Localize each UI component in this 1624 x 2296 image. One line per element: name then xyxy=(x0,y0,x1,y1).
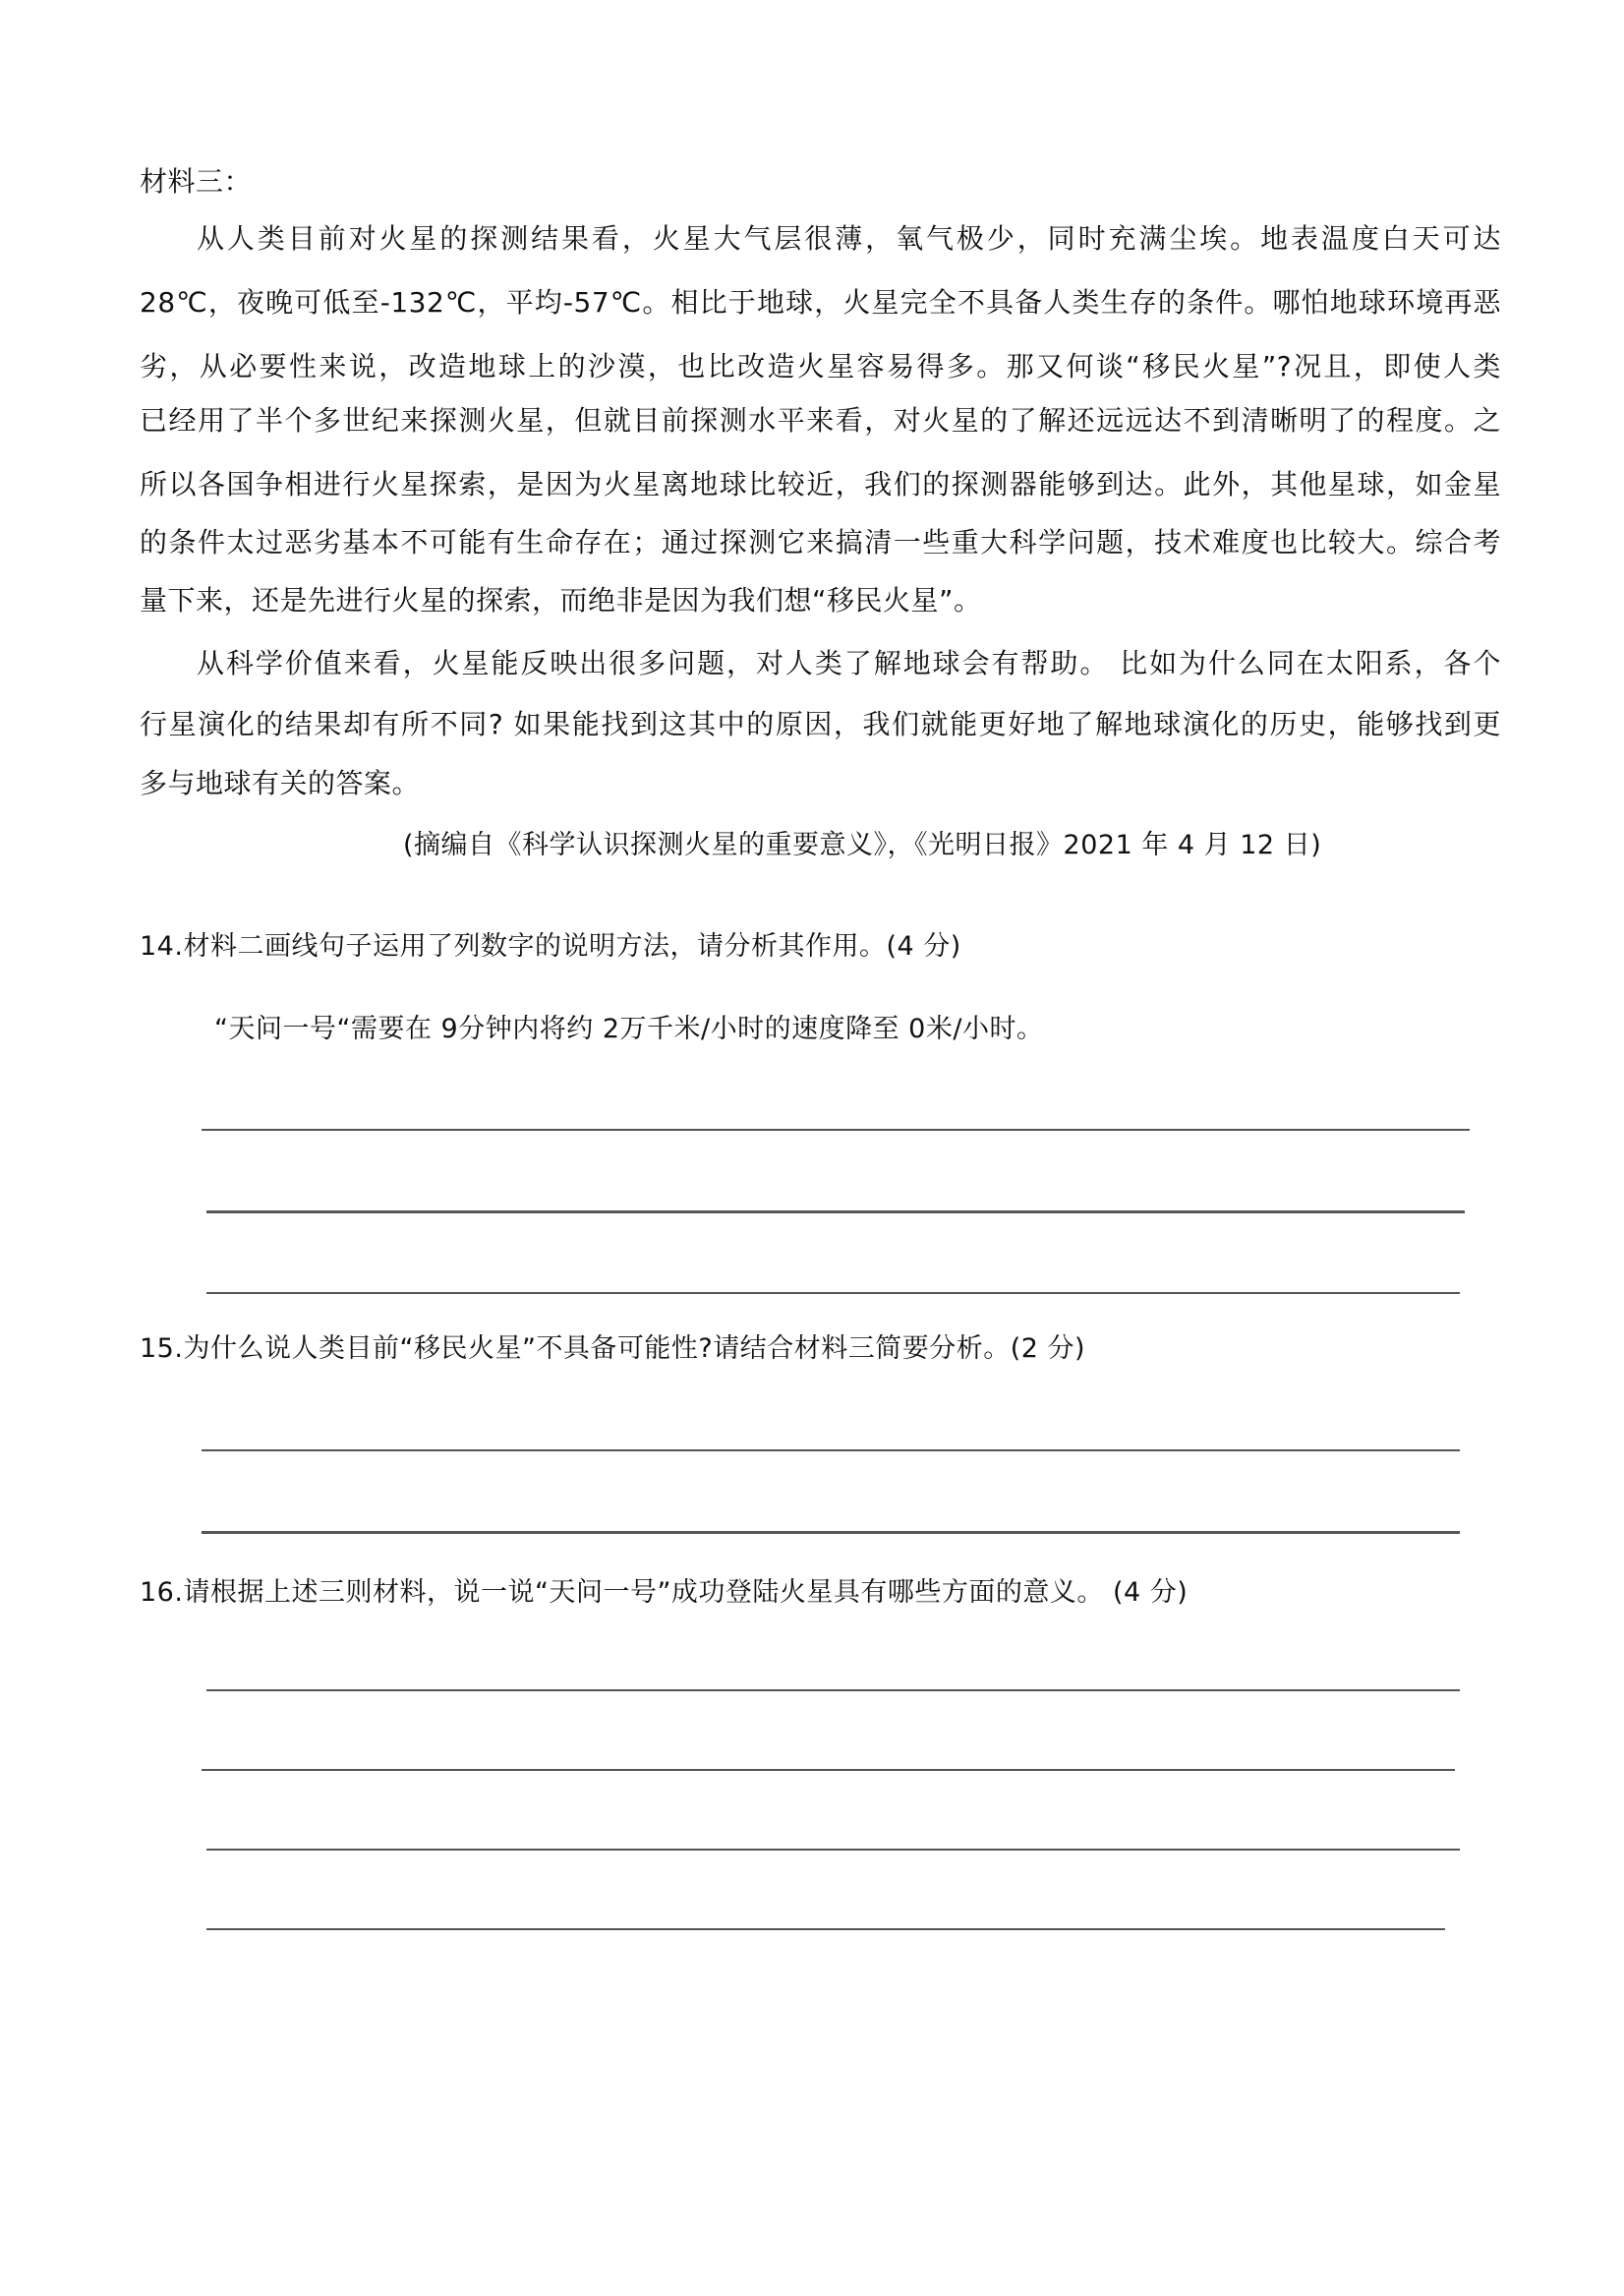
answer-line[interactable] xyxy=(202,1129,1470,1131)
paragraph-line: 从人类目前对火星的探测结果看，火星大气层很薄，氧气极少，同时充满尘埃。地表温度白天可达 xyxy=(197,222,1501,255)
paragraph-line: 所以各国争相进行火星探索，是因为火星离地球比较近，我们的探测器能够到达。此外，其他星球，如金星 xyxy=(140,468,1501,500)
question-15 xyxy=(140,1332,1501,1366)
question-number: 14. xyxy=(140,931,184,962)
source-citation: (摘编自《科学认识探测火星的重要意义》，《光明日报》2021 年 4 月 12 日) xyxy=(403,830,1322,860)
answer-line[interactable] xyxy=(206,1849,1460,1851)
answer-line[interactable] xyxy=(202,1769,1455,1771)
paragraph-line: 的条件太过恶劣基本不可能有生命存在；通过探测它来搞清一些重大科学问题，技术难度也比较大。综合考 xyxy=(140,526,1501,559)
question-number: 15. xyxy=(140,1333,184,1364)
answer-line[interactable] xyxy=(206,1292,1460,1294)
question-text: 材料二画线句子运用了列数字的说明方法，请分析其作用。(4 分) xyxy=(183,931,961,962)
question-text: 请根据上述三则材料，说一说“天问一号”成功登陆火星具有哪些方面的意义。 (4 分) xyxy=(183,1577,1189,1608)
paragraph-line: 行星演化的结果却有所不同? 如果能找到这其中的原因，我们就能更好地了解地球演化的历史，能够找到更 xyxy=(140,708,1501,740)
answer-line[interactable] xyxy=(202,1531,1460,1534)
paragraph-line: 多与地球有关的答案。 xyxy=(140,767,421,799)
paragraph-line: 劣，从必要性来说，改造地球上的沙漠，也比改造火星容易得多。那又何谈“移民火星”?况且，即使人类 xyxy=(140,350,1501,383)
question-14 xyxy=(140,930,1501,964)
answer-line[interactable] xyxy=(206,1210,1465,1213)
material-three-heading: 材料三： xyxy=(140,165,253,198)
question-16 xyxy=(140,1576,1501,1610)
paragraph-line: 28℃，夜晚可低至-132℃，平均-57℃。相比于地球，火星完全不具备人类生存的条件。哪怕地球环境再恶 xyxy=(140,286,1501,319)
answer-line[interactable] xyxy=(206,1689,1460,1691)
quoted-sentence: “天问一号“需要在 9分钟内将约 2万千米/小时的速度降至 0米/小时。 xyxy=(214,1014,1044,1044)
answer-line[interactable] xyxy=(206,1928,1445,1930)
paragraph-line: 从科学价值来看，火星能反映出很多问题，对人类了解地球会有帮助。 比如为什么同在太阳系，各个 xyxy=(197,647,1501,679)
paragraph-line: 量下来，还是先进行火星的探索，而绝非是因为我们想“移民火星”。 xyxy=(140,584,982,617)
paragraph-line: 已经用了半个多世纪来探测火星，但就目前探测水平来看，对火星的了解还远远达不到清晰明了的程度。之 xyxy=(140,404,1501,437)
question-text: 为什么说人类目前“移民火星”不具备可能性?请结合材料三简要分析。(2 分) xyxy=(183,1333,1086,1364)
question-number: 16. xyxy=(140,1577,184,1608)
answer-line[interactable] xyxy=(202,1449,1460,1451)
